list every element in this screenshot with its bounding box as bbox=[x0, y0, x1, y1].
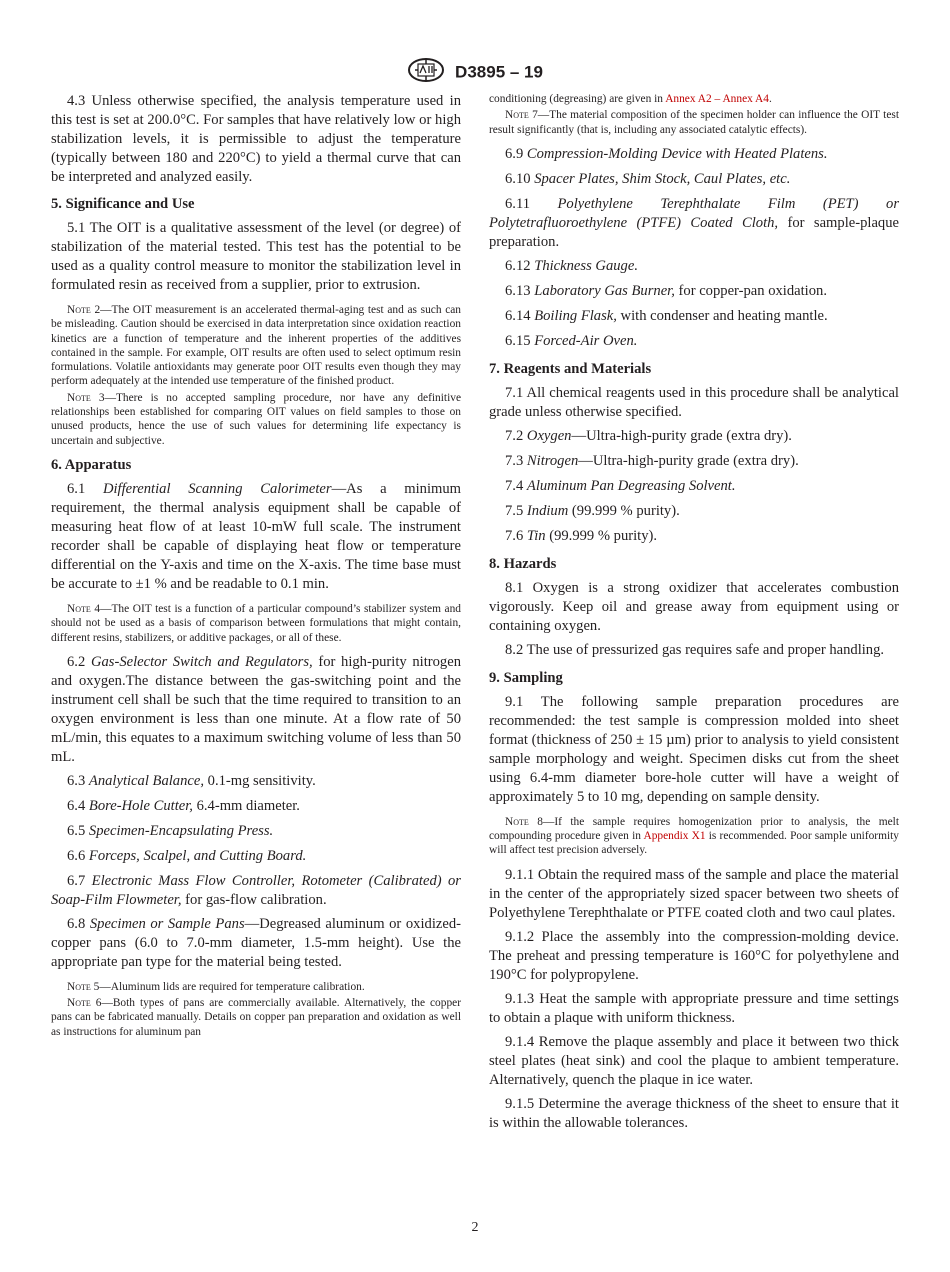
note-4-key: Note 4 bbox=[67, 602, 101, 615]
note-5-key: Note 5 bbox=[67, 980, 100, 993]
para-7-3-text: —Ultra-high-purity grade (extra dry). bbox=[578, 452, 799, 469]
para-7-2-num: 7.2 bbox=[505, 427, 524, 444]
para-6-5-num: 6.5 bbox=[67, 822, 86, 839]
para-6-15-num: 6.15 bbox=[505, 332, 531, 349]
note-7 bbox=[489, 108, 899, 137]
para-9-1-4: 9.1.4 Remove the plaque assembly and place it between two thick steel plates (heat sink) and cool the plaque to ambient temperature. Alternatively, quench the plaque in ice water. bbox=[489, 1033, 899, 1088]
note-3-text: —There is no accepted sampling procedure, nor have any definitive relationships been established for comparing OIT values on field samples to those on unused products, hence the use of such values for determining life expectancy is uncertain and subjective. bbox=[51, 391, 461, 447]
para-7-4 bbox=[489, 477, 899, 496]
para-6-2-term: Gas-Selector Switch and Regulators, bbox=[90, 653, 313, 670]
para-4-3: 4.3 Unless otherwise specified, the analysis temperature used in this test is set at 200.0°C. For samples that have relatively low or high stabilization levels, it is permissible to adjust the temperature (typically between 180 and 220°C) to yield a thermal curve that can be interpreted and analyzed easily. bbox=[51, 93, 461, 185]
para-6-8 bbox=[51, 915, 461, 972]
para-6-4-num: 6.4 bbox=[67, 797, 86, 814]
note-2 bbox=[51, 303, 461, 389]
note-6-key: Note 6 bbox=[67, 997, 102, 1010]
para-6-6 bbox=[51, 847, 461, 866]
para-6-4-term: Bore-Hole Cutter, bbox=[88, 797, 193, 814]
para-6-1 bbox=[51, 480, 461, 594]
right-column bbox=[489, 92, 899, 1138]
para-8-2: 8.2 The use of pressurized gas requires safe and proper handling. bbox=[505, 641, 885, 658]
para-6-1-num: 6.1 bbox=[67, 480, 86, 497]
para-6-13-num: 6.13 bbox=[505, 282, 531, 299]
section-heading-5: 5. Significance and Use bbox=[51, 196, 195, 212]
para-6-14-text: with condenser and heating mantle. bbox=[616, 307, 828, 324]
para-6-14-num: 6.14 bbox=[505, 307, 531, 324]
para-7-5-num: 7.5 bbox=[505, 502, 524, 519]
para-9-1-2: 9.1.2 Place the assembly into the compression-molding device. The preheat and pressing temperature is 160°C for polyethylene and 190°C for polypropylene. bbox=[489, 928, 899, 983]
note-5-text: —Aluminum lids are required for temperature calibration. bbox=[99, 980, 365, 993]
para-6-6-term: Forceps, Scalpel, and Cutting Board. bbox=[88, 847, 307, 864]
para-6-2-text: for high-purity nitrogen and oxygen.The distance between the gas-switching point and the instrument cell shall be such that the time required to transition to an oxygen environment is less than one minute. At a flow rate of 50 mL/min, this equates to a maximum switching volume of less than 50 mL. bbox=[51, 653, 461, 765]
note-7-text: —The material composition of the specimen holder can influence the OIT test result significantly (that is, including any associated catalytic effects). bbox=[489, 109, 900, 136]
para-7-2 bbox=[489, 427, 899, 446]
left-column bbox=[51, 92, 461, 1041]
para-7-5 bbox=[489, 502, 899, 521]
para-6-11 bbox=[489, 195, 899, 252]
note-4-text: —The OIT test is a function of a particular compound’s stabilizer system and should not be used as a basis of comparison between formulations that might contain, different resins, stabilizers, or additive packages, or all of these. bbox=[51, 602, 461, 644]
para-7-6 bbox=[489, 527, 899, 546]
para-6-3-term: Analytical Balance, bbox=[88, 772, 204, 789]
para-6-12-num: 6.12 bbox=[505, 257, 531, 274]
para-6-15-term: Forced-Air Oven. bbox=[534, 332, 638, 349]
note-6-cont-text: conditioning (degreasing) are given in bbox=[489, 93, 666, 105]
para-9-1: 9.1 The following sample preparation procedures are recommended: the test sample is compression molded into sheet format (thickness of 250 ± 15 µm) prior to analysis to yield consistent sample morphology and weight. Specimen disks cut from the sheet using 6.4-mm diameter bore-hole cutter will have a weight of approximately 5 to 10 mg, depending on sample density. bbox=[489, 693, 899, 805]
para-6-11-term: Polyethylene Terephthalate Film (PET) or Polytetrafluoroethylene (PTFE) Coated Cloth, bbox=[489, 195, 899, 231]
note-6 bbox=[51, 996, 461, 1039]
para-6-10-num: 6.10 bbox=[505, 170, 531, 187]
para-6-14 bbox=[489, 307, 899, 326]
para-6-9 bbox=[489, 145, 899, 164]
para-7-3 bbox=[489, 452, 899, 471]
note-2-key: Note 2 bbox=[67, 304, 101, 316]
para-6-7 bbox=[51, 872, 461, 910]
note-5 bbox=[51, 980, 461, 994]
note-8-key: Note 8 bbox=[505, 815, 543, 828]
para-6-9-num: 6.9 bbox=[505, 145, 524, 162]
para-9-1-3: 9.1.3 Heat the sample with appropriate pressure and time settings to obtain a plaque with uniform thickness. bbox=[489, 990, 899, 1026]
para-6-6-num: 6.6 bbox=[67, 847, 86, 864]
para-6-3 bbox=[51, 772, 461, 791]
para-7-4-num: 7.4 bbox=[505, 477, 524, 494]
document-code: D3895 – 19 bbox=[455, 62, 543, 82]
para-6-9-term: Compression-Molding Device with Heated Platens. bbox=[526, 145, 828, 162]
page-number: 2 bbox=[471, 1220, 479, 1235]
section-heading-6: 6. Apparatus bbox=[51, 456, 132, 473]
para-6-8-num: 6.8 bbox=[67, 915, 86, 932]
para-6-5 bbox=[51, 822, 461, 841]
section-heading-8: 8. Hazards bbox=[489, 555, 557, 572]
para-6-14-term: Boiling Flask, bbox=[534, 307, 617, 324]
note-3 bbox=[51, 391, 461, 448]
para-7-2-text: —Ultra-high-purity grade (extra dry). bbox=[571, 427, 792, 444]
para-7-5-term: Indium bbox=[526, 502, 569, 519]
para-6-1-text: —As a minimum requirement, the thermal analysis equipment shall be capable of measuring heat flow of at least 10-mW full scale. The instrument recorder shall be capable of displaying heat flow or temperature differential on the Y-axis and time on the X-axis. The time base must be accurate to ±1 % and be readable to 0.1 min. bbox=[51, 480, 461, 592]
para-6-13-text: for copper-pan oxidation. bbox=[674, 282, 827, 299]
annex-link[interactable]: Annex A2 – Annex A4 bbox=[665, 93, 769, 105]
note-8-text-a: —If the sample requires homogenization prior to analysis, the melt compounding procedure given in bbox=[489, 815, 899, 843]
para-6-3-text: 0.1-mg sensitivity. bbox=[204, 772, 316, 789]
para-6-3-num: 6.3 bbox=[67, 772, 86, 789]
para-6-4-text: 6.4-mm diameter. bbox=[192, 797, 300, 814]
para-6-8-text: —Degreased aluminum or oxidized-copper pans (6.0 to 7.0-mm diameter, 1.5-mm height). Use the appropriate pan type for the material being tested. bbox=[51, 915, 461, 970]
para-9-1-1: 9.1.1 Obtain the required mass of the sample and place the material in the center of the appropriately sized spacer between two sheets of Polyethylene Terephthalate or PTFE coated cloth and two caul plates. bbox=[489, 866, 899, 921]
para-9-1-5: 9.1.5 Determine the average thickness of the sheet to ensure that it is within the allowable tolerances. bbox=[489, 1095, 899, 1131]
para-6-10-term: Spacer Plates, Shim Stock, Caul Plates, etc. bbox=[534, 170, 791, 187]
para-6-13-term: Laboratory Gas Burner, bbox=[534, 282, 675, 299]
note-6-text: —Both types of pans are commercially available. Alternatively, the copper pans can be fabricated manually. Details on copper pan preparation and oxidation as well as instructions for aluminum pan bbox=[51, 997, 461, 1038]
para-6-7-text: for gas-flow calibration. bbox=[181, 891, 327, 908]
para-6-11-num: 6.11 bbox=[505, 195, 530, 212]
note-8 bbox=[489, 815, 899, 858]
para-7-2-term: Oxygen bbox=[526, 427, 572, 444]
para-7-1: 7.1 All chemical reagents used in this procedure shall be analytical grade unless otherwise specified. bbox=[489, 384, 899, 420]
para-8-1: 8.1 Oxygen is a strong oxidizer that accelerates combustion vigorously. Keep oil and grease away from equipment using or containing oxygen. bbox=[489, 579, 899, 634]
section-heading-9: 9. Sampling bbox=[489, 669, 563, 686]
para-6-4 bbox=[51, 797, 461, 816]
para-7-6-num: 7.6 bbox=[505, 527, 524, 544]
para-7-4-term: Aluminum Pan Degreasing Solvent. bbox=[526, 477, 736, 494]
astm-logo-icon bbox=[407, 57, 445, 88]
para-7-3-num: 7.3 bbox=[505, 452, 524, 469]
para-6-7-term: Electronic Mass Flow Controller, Rotometer (Calibrated) or Soap-Film Flowmeter, bbox=[51, 872, 461, 908]
page-header bbox=[0, 57, 950, 88]
note-8-text-b: is recommended. Poor sample uniformity will affect test precision adversely. bbox=[489, 830, 899, 857]
para-7-6-text: (99.999 % purity). bbox=[545, 527, 658, 544]
appendix-link[interactable]: Appendix X1 bbox=[643, 830, 706, 843]
para-6-12 bbox=[489, 257, 899, 276]
para-5-1: 5.1 The OIT is a qualitative assessment of the level (or degree) of stabilization of the material tested. This test has the potential to be used as a quality control measure to monitor the stabilization level in formulated resin as received from a supplier, prior to extrusion. bbox=[51, 220, 461, 293]
para-7-6-term: Tin bbox=[526, 527, 546, 544]
para-6-2 bbox=[51, 653, 461, 767]
note-7-key: Note 7 bbox=[505, 109, 538, 122]
para-6-1-term: Differential Scanning Calorimeter bbox=[102, 480, 332, 497]
para-6-2-num: 6.2 bbox=[67, 653, 86, 670]
note-2-text: —The OIT measurement is an accelerated thermal-aging test and as such can be misleading. Caution should be exercised in data interpretation since oxidation reaction kinetics are a function of temperature and the inherent properties of the additives contained in the sample. For example, OIT results are often used to select optimum resin formulations. Volatile antioxidants may generate poor OIT results even though they may perform adequately at the intended use temperature of the finished product. bbox=[51, 304, 461, 388]
para-6-13 bbox=[489, 282, 899, 301]
para-6-10 bbox=[489, 170, 899, 189]
para-6-5-term: Specimen-Encapsulating Press. bbox=[88, 822, 274, 839]
note-6-cont-end: . bbox=[768, 93, 772, 105]
para-6-8-term: Specimen or Sample Pans bbox=[89, 915, 245, 932]
note-3-key: Note 3 bbox=[67, 391, 105, 404]
para-6-15 bbox=[489, 332, 899, 351]
para-6-7-num: 6.7 bbox=[67, 872, 86, 889]
para-6-11-text: for sample-plaque preparation. bbox=[489, 214, 899, 250]
section-heading-7: 7. Reagents and Materials bbox=[489, 360, 652, 377]
note-6-continued bbox=[489, 92, 899, 106]
note-4 bbox=[51, 602, 461, 645]
para-6-12-term: Thickness Gauge. bbox=[534, 257, 638, 274]
para-7-3-term: Nitrogen bbox=[526, 452, 579, 469]
para-7-5-text: (99.999 % purity). bbox=[568, 502, 680, 519]
